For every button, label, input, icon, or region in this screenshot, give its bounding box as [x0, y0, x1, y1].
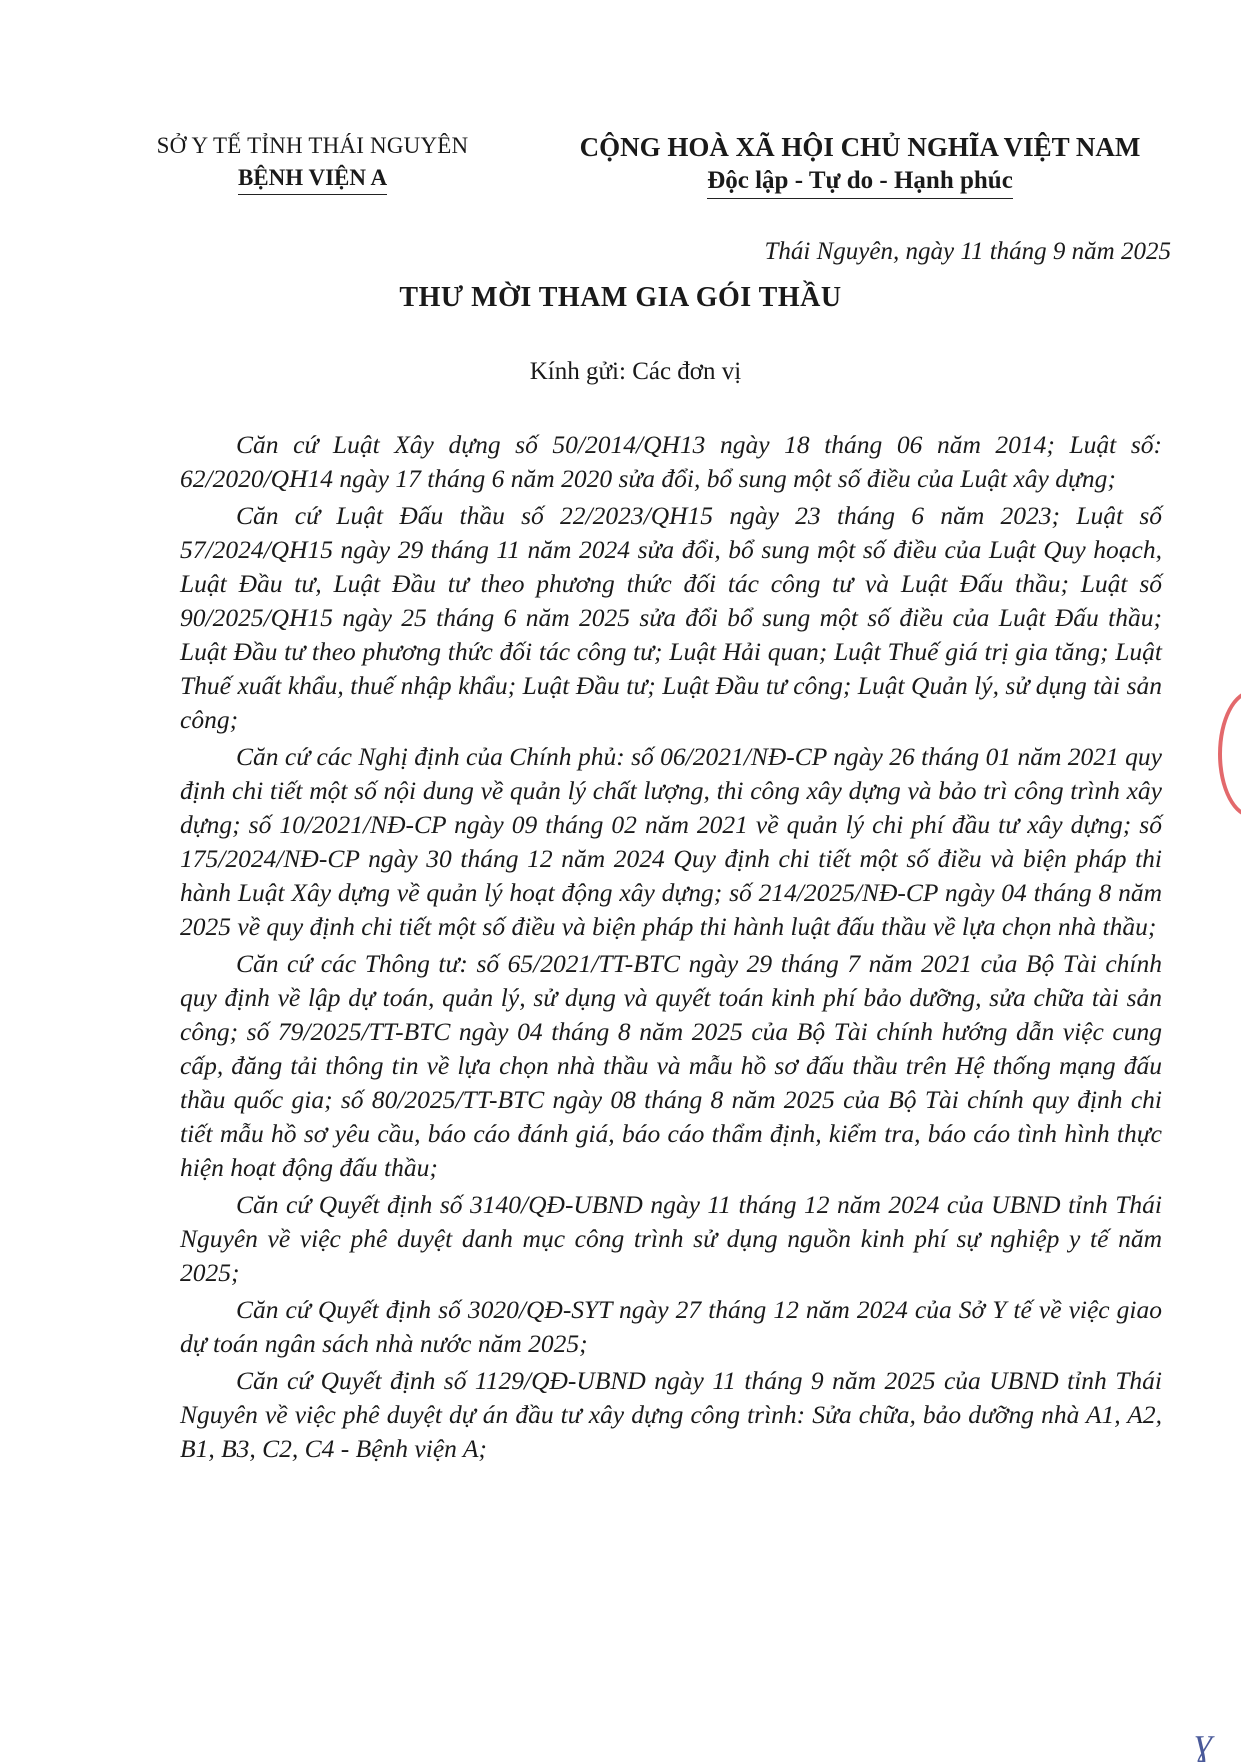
legal-basis-paragraph: Căn cứ các Nghị định của Chính phủ: số 06/2021/NĐ-CP ngày 26 tháng 01 năm 2021 quy định chi tiết một số nội dung về quản lý chất lượng, thi công xây dựng và bảo trì công trình xây dựng; số 10/2021/NĐ-CP ngày 09 tháng 02 năm 2021 về quản lý chi phí đầu tư xây dựng; số 175/2024/NĐ-CP ngày 30 tháng 12 năm 2024 Quy định chi tiết một số điều và biện pháp thi hành Luật Xây dựng về quản lý hoạt động xây dựng; số 214/2025/NĐ-CP ngày 04 tháng 8 năm 2025 về quy định chi tiết một số điều và biện pháp thi hành luật đấu thầu về lựa chọn nhà thầu; [180, 742, 1162, 941]
legal-basis-paragraph: Căn cứ Luật Xây dựng số 50/2014/QH13 ngày 18 tháng 06 năm 2014; Luật số: 62/2020/QH14 ngày 17 tháng 6 năm 2020 sửa đổi, bổ sung một số điều của Luật xây dựng; [180, 430, 1162, 493]
legal-basis-paragraph: Căn cứ Quyết định số 1129/QĐ-UBND ngày 11 tháng 9 năm 2025 của UBND tỉnh Thái Nguyên về việc phê duyệt dự án đầu tư xây dựng công trình: Sửa chữa, bảo dưỡng nhà A1, A2, B1, B3, C2, C4 - Bệnh viện A; [180, 1366, 1162, 1463]
document-body [180, 428, 1162, 1469]
document-title: THƯ MỜI THAM GIA GÓI THẦU [399, 282, 842, 313]
header-right [540, 130, 1180, 199]
red-seal-fragment [1218, 690, 1241, 818]
national-motto: Độc lập - Tự do - Hạnh phúc [707, 164, 1013, 199]
recipient-line: Kính gửi: Các đơn vị [529, 358, 742, 385]
legal-basis-paragraph: Căn cứ các Thông tư: số 65/2021/TT-BTC ngày 29 tháng 7 năm 2021 của Bộ Tài chính quy định về lập dự toán, quản lý, sử dụng và quyết toán kinh phí bảo dưỡng, sửa chữa tài sản công; số 79/2025/TT-BTC ngày 04 tháng 8 năm 2025 của Bộ Tài chính hướng dẫn việc cung cấp, đăng tải thông tin về lựa chọn nhà thầu và mẫu hồ sơ đấu thầu trên Hệ thống mạng đấu thầu quốc gia; số 80/2025/TT-BTC ngày 08 tháng 8 năm 2025 của Bộ Tài chính quy định chi tiết mẫu hồ sơ yêu cầu, báo cáo đánh giá, báo cáo thẩm định, kiểm tra, báo cáo tình hình thực hiện hoạt động đấu thầu; [180, 949, 1162, 1182]
unit-name: BỆNH VIỆN A [238, 162, 387, 195]
legal-basis-paragraph: Căn cứ Quyết định số 3140/QĐ-UBND ngày 11 tháng 12 năm 2024 của UBND tỉnh Thái Nguyên về việc phê duyệt danh mục công trình sử dụng nguồn kinh phí sự nghiệp y tế năm 2025; [180, 1190, 1162, 1287]
national-title: CỘNG HOÀ XÃ HỘI CHỦ NGHĨA VIỆT NAM [579, 132, 1141, 162]
legal-basis-paragraph: Căn cứ Quyết định số 3020/QĐ-SYT ngày 27 tháng 12 năm 2024 của Sở Y tế về việc giao dự toán ngân sách nhà nước năm 2025; [180, 1295, 1162, 1358]
legal-basis-paragraph: Căn cứ Luật Đấu thầu số 22/2023/QH15 ngày 23 tháng 6 năm 2023; Luật số 57/2024/QH15 ngày 29 tháng 11 năm 2024 sửa đổi, bổ sung một số điều của Luật Quy hoạch, Luật Đầu tư, Luật Đầu tư theo phương thức đối tác công tư và Luật Đấu thầu; Luật số 90/2025/QH15 ngày 25 tháng 6 năm 2025 sửa đổi bổ sung một số điều của Luật Đấu thầu; Luật Đầu tư theo phương thức đối tác công tư; Luật Hải quan; Luật Thuế giá trị gia tăng; Luật Thuế xuất khẩu, thuế nhập khẩu; Luật Đầu tư; Luật Đầu tư công; Luật Quản lý, sử dụng tài sản công; [180, 501, 1162, 734]
agency-name: SỞ Y TẾ TỈNH THÁI NGUYÊN [156, 133, 469, 158]
handwritten-initial: ɣ [1195, 1721, 1214, 1763]
document-date: Thái Nguyên, ngày 11 tháng 9 năm 2025 [764, 238, 1171, 265]
header-left [140, 130, 485, 195]
